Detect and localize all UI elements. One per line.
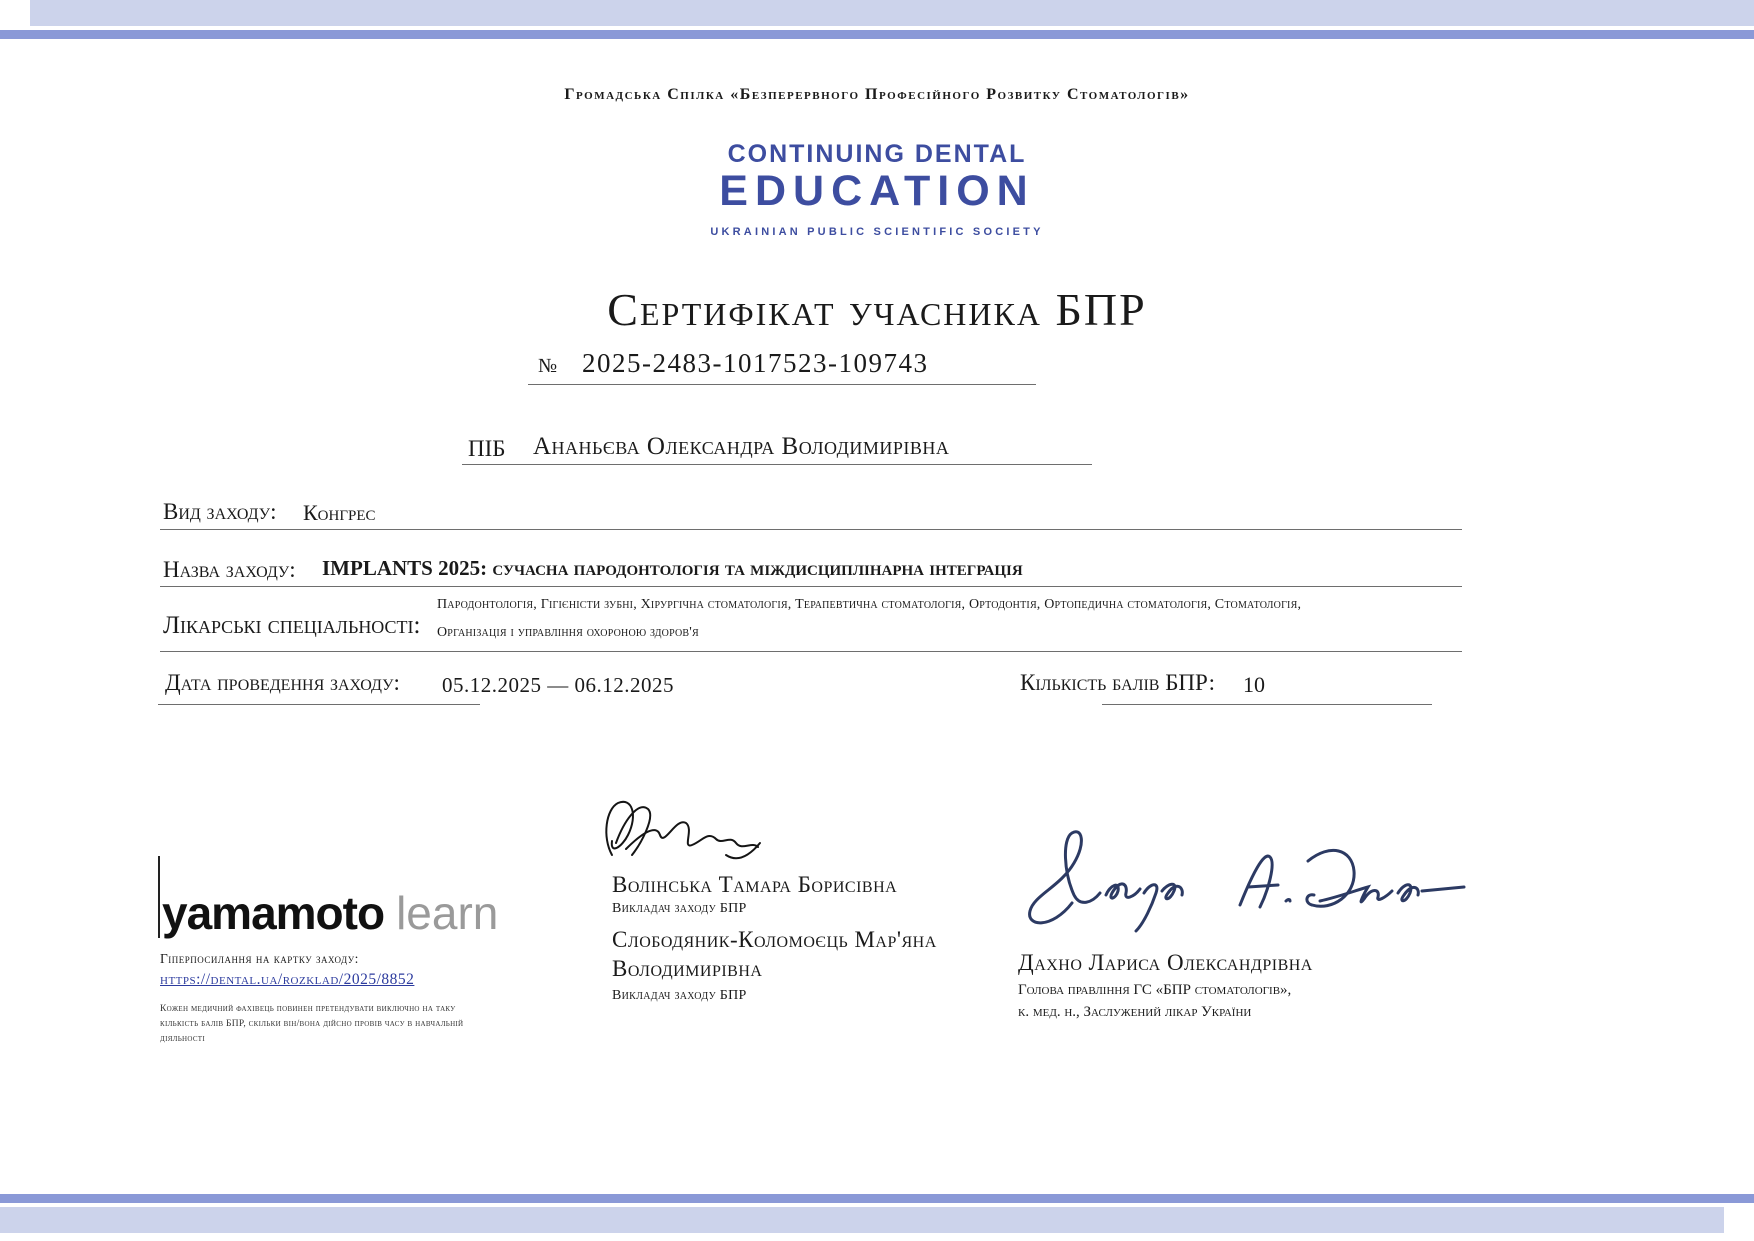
specialties-line1: Пародонтологія, Гігієністи зубні, Хірургічна стоматологія, Терапевтична стоматологія, Ортодонтія, Ортопедична стоматологія, Стоматологія,: [437, 597, 1302, 612]
bottom-band: [0, 1207, 1724, 1233]
specialties-label: Лікарські спеціальності:: [163, 612, 421, 639]
brand-sub: learn: [396, 887, 499, 939]
event-type-value: Конгрес: [303, 500, 376, 525]
logo-line1: CONTINUING DENTAL: [727, 140, 1027, 168]
disclaimer-text: Кожен медичний фахівець повинен претендувати виключно на таку кількість балів БПР, скільки він/вона дійсно провів часу в навчальній діяльності: [160, 1004, 464, 1045]
event-date-value: 05.12.2025 — 06.12.2025: [442, 673, 674, 697]
teacher1-name: Волінська Тамара Борисівна: [612, 872, 898, 897]
teacher2-name: Слободяник-Коломоєць Мар'яна Володимирівна: [612, 927, 937, 981]
yamamoto-learn-logo: [162, 886, 498, 940]
event-name-underline: [160, 586, 1462, 587]
specialties-line2: Організація і управління охороною здоров'я: [437, 625, 699, 640]
event-name-label: Назва заходу:: [163, 557, 296, 582]
name-label: ПІБ: [468, 436, 506, 461]
cde-logo: [0, 142, 1754, 238]
page-title: Сертифікат учасника БПР: [607, 284, 1147, 335]
society-name: Громадська Спілка «Безперервного Професійного Розвитку Стоматологів»: [564, 86, 1190, 103]
teacher2-role: Викладач заходу БПР: [612, 988, 747, 1003]
certificate-number: 2025-2483-1017523-109743: [582, 348, 929, 378]
event-card-link[interactable]: https://dental.ua/rozklad/2025/8852: [160, 971, 415, 988]
top-stripe: [0, 30, 1754, 39]
date-underline: [158, 704, 480, 705]
event-type-underline: [160, 529, 1462, 530]
teacher-signature-image: [598, 793, 768, 875]
teacher1-role: Викладач заходу БПР: [612, 901, 747, 916]
head-name: Дахно Лариса Олександрівна: [1018, 950, 1313, 975]
bottom-stripe: [0, 1194, 1754, 1203]
points-underline: [1102, 704, 1432, 705]
top-band: [30, 0, 1754, 26]
event-link-label: Гіперпосилання на картку заходу:: [160, 951, 359, 966]
event-type-label: Вид заходу:: [163, 499, 277, 524]
name-underline: [462, 464, 1092, 465]
brand-divider: [158, 856, 160, 938]
points-label: Кількість балів БПР:: [1020, 670, 1216, 695]
head-signature-image: [1002, 803, 1472, 943]
head-role-line1: Голова правління ГС «БПР стоматологів»,: [1018, 982, 1292, 998]
logo-line3: UKRAINIAN PUBLIC SCIENTIFIC SOCIETY: [710, 226, 1044, 238]
number-underline: [528, 384, 1036, 385]
points-value: 10: [1243, 672, 1265, 697]
head-role-line2: к. мед. н., Заслужений лікар України: [1018, 1004, 1252, 1020]
event-name-value: IMPLANTS 2025: сучасна пародонтологія та міждисциплінарна інтеграція: [322, 556, 1023, 580]
number-label: №: [538, 355, 558, 377]
brand-main: yamamoto: [162, 887, 385, 939]
participant-name: Ананьєва Олександра Володимирівна: [533, 433, 950, 460]
event-date-label: Дата проведення заходу:: [165, 670, 400, 695]
specialties-underline: [160, 651, 1462, 652]
logo-line2: EDUCATION: [719, 167, 1035, 215]
